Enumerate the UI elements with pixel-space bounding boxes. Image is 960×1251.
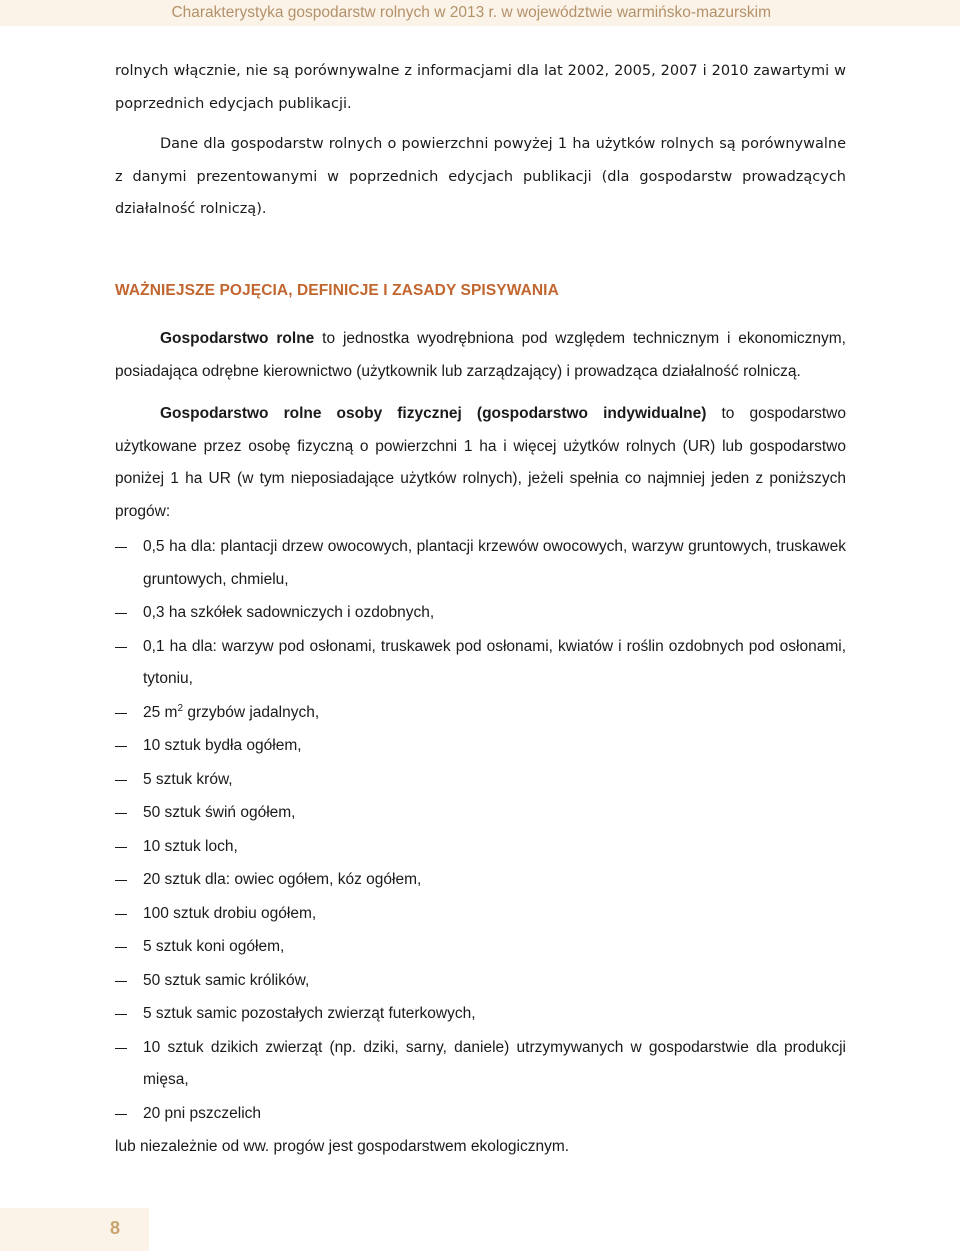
threshold-list [115, 531, 846, 1130]
closing-paragraph: lub niezależnie od ww. progów jest gospodarstwem ekologicznym. [115, 1138, 570, 1155]
list-item-text: 0,3 ha szkółek sadowniczych i ozdobnych, [143, 604, 435, 621]
dash-bullet [115, 1014, 127, 1015]
page-number-box [0, 1208, 149, 1251]
intro-block [115, 55, 846, 226]
section-heading: WAŻNIEJSZE POJĘCIA, DEFINICJE I ZASADY SPISYWANIA [115, 282, 559, 299]
list-item [115, 931, 846, 964]
list-item-text: 0,1 ha dla: warzyw pod osłonami, truskawek pod osłonami, kwiatów i roślin ozdobnych pod osłonami, tytoniu, [143, 637, 846, 687]
dash-bullet [115, 914, 127, 915]
list-item-text: 50 sztuk świń ogółem, [143, 804, 296, 821]
list-item-text: 10 sztuk loch, [143, 837, 238, 855]
list-item-text: 5 sztuk krów, [143, 770, 233, 788]
dash-bullet [115, 981, 127, 982]
dash-bullet [115, 1114, 127, 1115]
list-item [115, 631, 846, 696]
definitions-block [115, 323, 846, 1164]
definition-farm-term: Gospodarstwo rolne [160, 330, 315, 347]
definition-individual-farm-term: Gospodarstwo rolne osoby fizycznej (gospodarstwo indywidualne) [160, 405, 707, 422]
dash-bullet [115, 746, 127, 747]
list-item [115, 965, 846, 998]
list-item-text: 10 sztuk bydła ogółem, [143, 737, 302, 754]
dash-bullet [115, 780, 127, 781]
list-item-text: 100 sztuk drobiu ogółem, [143, 904, 317, 922]
list-item-text: 5 sztuk koni ogółem, [143, 938, 285, 955]
list-item-text: 50 sztuk samic królików, [143, 971, 310, 989]
definition-farm [115, 323, 846, 388]
page-number: 8 [110, 1218, 121, 1238]
list-item-text: 10 sztuk dzikich zwierząt (np. dziki, sarny, daniele) utrzymywanych w gospodarstwie dla produkcji mięsa, [143, 1038, 846, 1088]
dash-bullet [115, 547, 127, 548]
dash-bullet [115, 613, 127, 614]
list-item [115, 1032, 846, 1097]
superscript: 2 [177, 702, 184, 714]
dash-bullet [115, 813, 127, 814]
dash-bullet [115, 1048, 127, 1049]
dash-bullet [115, 647, 127, 648]
running-header-title: Charakterystyka gospodarstw rolnych w 2013 r. w województwie warmińsko-mazurskim [171, 4, 771, 21]
list-item-text: 20 sztuk dla: owiec ogółem, kóz ogółem, [143, 871, 422, 888]
intro-paragraph-1: rolnych włącznie, nie są porównywalne z informacjami dla lat 2002, 2005, 2007 i 2010 zawartymi w poprzednich edycjach publikacji. [115, 63, 846, 112]
dash-bullet [115, 947, 127, 948]
list-item-text: 5 sztuk samic pozostałych zwierząt futerkowych, [143, 1005, 476, 1022]
list-item [115, 764, 846, 797]
dash-bullet [115, 847, 127, 848]
list-item [115, 864, 846, 897]
definition-farm-text: to jednostka wyodrębniona pod względem technicznym i ekonomicznym, posiadająca odrębne kierownictwo (użytkownik lub zarządzający) i prowadząca działalność rolniczą. [115, 330, 846, 380]
dash-bullet [115, 713, 127, 714]
intro-paragraph-2: Dane dla gospodarstw rolnych o powierzchni powyżej 1 ha użytków rolnych są porównywalne z danymi prezentowanymi w poprzednich edycjach publikacji (dla gospodarstw prowadzących działalność rolniczą). [115, 136, 846, 217]
definition-individual-farm-text: to gospodarstwo użytkowane przez osobę fizyczną o powierzchni 1 ha i więcej użytków rolnych (UR) lub gospodarstwo poniżej 1 ha UR (w tym nieposiadające użytków rolnych), jeżeli spełnia co najmniej jeden z poniższych progów: [115, 405, 846, 520]
list-item-text: 20 pni pszczelich [143, 1104, 262, 1122]
list-item-text: 0,5 ha dla: plantacji drzew owocowych, plantacji krzewów owocowych, warzyw gruntowych, truskawek gruntowych, chmielu, [143, 538, 846, 588]
list-item-text: 25 m [143, 703, 178, 721]
list-item [115, 898, 846, 931]
list-item [115, 597, 846, 630]
list-item [115, 831, 846, 864]
list-item [115, 1098, 846, 1131]
list-item [115, 531, 846, 596]
list-item [115, 697, 846, 730]
list-item [115, 998, 846, 1031]
definition-individual-farm [115, 398, 846, 528]
list-item-text-rest: grzybów jadalnych, [183, 703, 320, 721]
list-item [115, 730, 846, 763]
dash-bullet [115, 880, 127, 881]
list-item [115, 797, 846, 830]
